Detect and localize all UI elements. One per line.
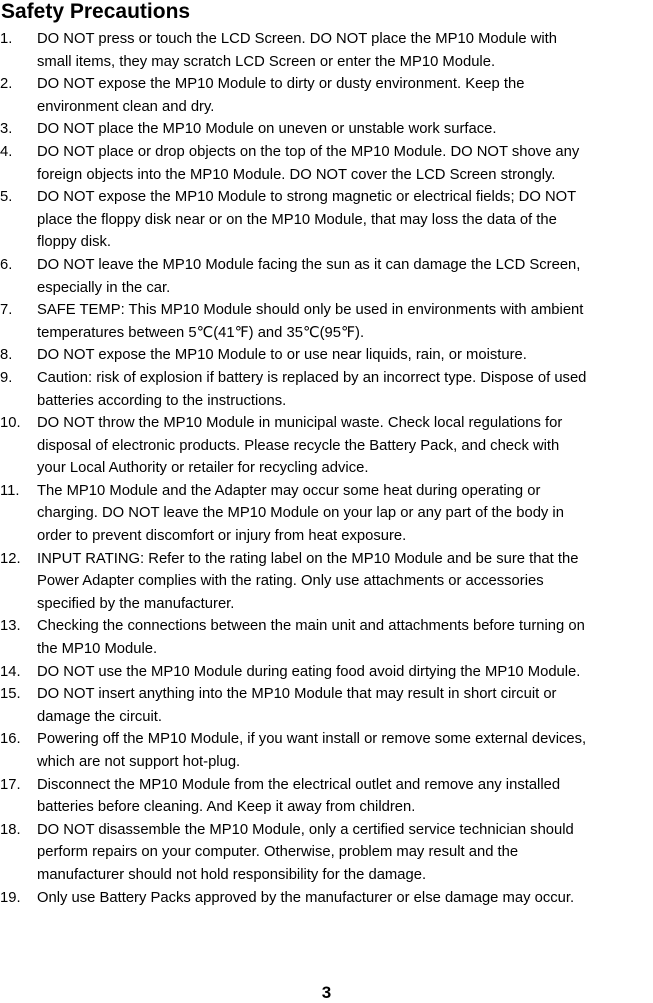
item-text-line: which are not support hot-plug. (37, 754, 241, 770)
item-text-line: DO NOT expose the MP10 Module to or use near liquids, rain, or moisture. (37, 347, 527, 364)
page-title: Safety Precautions (1, 0, 191, 23)
item-text-line: DO NOT disassemble the MP10 Module, only a certified service technician should (37, 821, 574, 838)
item-number: 1. (0, 31, 13, 47)
item-text-line: SAFE TEMP: This MP10 Module should only be used in environments with ambient (37, 302, 584, 319)
item-number: 17. (0, 776, 21, 793)
item-text-line: DO NOT use the MP10 Module during eating food avoid dirtying the MP10 Module. (37, 663, 581, 680)
item-number: 16. (0, 731, 21, 748)
item-text-line: floppy disk. (37, 234, 112, 251)
list-item (0, 141, 653, 186)
item-text-line: your Local Authority or retailer for recycling advice. (37, 460, 369, 477)
item-number: 14. (0, 663, 21, 680)
item-text-line: small items, they may scratch LCD Screen or enter the MP10 Module. (37, 53, 496, 70)
list-item (0, 774, 653, 819)
item-text-line: manufacturer should not hold responsibility for the damage. (37, 866, 427, 883)
list-item (0, 683, 653, 728)
item-number: 13. (0, 618, 21, 635)
item-text-line: temperatures between 5℃(41℉) and 35℃(95℉). (37, 324, 365, 341)
list-item (0, 344, 653, 367)
item-number: 5. (0, 189, 13, 206)
list-item (0, 728, 653, 773)
item-text-line: specified by the manufacturer. (37, 595, 235, 612)
item-text-line: environment clean and dry. (37, 98, 215, 115)
item-text-line: DO NOT throw the MP10 Module in municipal waste. Check local regulations for (37, 415, 563, 432)
item-text-line: Only use Battery Packs approved by the manufacturer or else damage may occur. (37, 889, 575, 906)
item-number: 9. (0, 369, 13, 386)
item-text-line: DO NOT expose the MP10 Module to dirty or dusty environment. Keep the (37, 76, 525, 93)
item-text-line: DO NOT place the MP10 Module on uneven or unstable work surface. (37, 121, 497, 138)
item-text-line: disposal of electronic products. Please recycle the Battery Pack, and check with (37, 437, 560, 454)
item-text-line: DO NOT place or drop objects on the top of the MP10 Module. DO NOT shove any (37, 143, 580, 160)
list-item (0, 254, 653, 299)
item-text-line: The MP10 Module and the Adapter may occur some heat during operating or (37, 482, 541, 499)
item-number: 10. (0, 415, 21, 432)
list-item (0, 819, 653, 887)
item-number: 18. (0, 821, 21, 838)
item-text-line: damage the circuit. (37, 708, 163, 725)
item-text-line: DO NOT insert anything into the MP10 Module that may result in short circuit or (37, 686, 557, 703)
page-number: 3 (321, 983, 332, 1002)
item-text-line: Powering off the MP10 Module, if you want install or remove some external devices, (37, 731, 587, 748)
list-item (0, 480, 653, 548)
list-item (0, 661, 653, 684)
item-text-line: INPUT RATING: Refer to the rating label on the MP10 Module and be sure that the (37, 550, 579, 567)
list-item (0, 367, 653, 412)
item-text-line: batteries according to the instructions. (37, 392, 287, 409)
list-item (0, 118, 653, 141)
list-item (0, 186, 653, 254)
item-text-line: Checking the connections between the main unit and attachments before turning on (37, 618, 585, 635)
item-number: 2. (0, 76, 13, 93)
list-item (0, 615, 653, 660)
item-text-line: order to prevent discomfort or injury from heat exposure. (37, 528, 407, 545)
list-item (0, 299, 653, 344)
item-number: 19. (0, 889, 21, 906)
item-text-line: batteries before cleaning. And Keep it away from children. (37, 799, 416, 816)
item-text-line: Caution: risk of explosion if battery is replaced by an incorrect type. Dispose of used (37, 369, 587, 386)
item-text-line: the MP10 Module. (37, 641, 158, 658)
item-text-line: DO NOT press or touch the LCD Screen. DO NOT place the MP10 Module with (37, 31, 558, 47)
item-text-line: perform repairs on your computer. Otherwise, problem may result and the (37, 844, 519, 861)
item-number: 3. (0, 121, 13, 138)
list-item (0, 28, 653, 73)
item-number: 8. (0, 347, 13, 364)
item-text-line: Power Adapter complies with the rating. Only use attachments or accessories (37, 573, 544, 590)
list-item (0, 548, 653, 616)
list-item (0, 73, 653, 118)
item-text-line: charging. DO NOT leave the MP10 Module on your lap or any part of the body in (37, 505, 564, 522)
item-number: 7. (0, 302, 13, 319)
list-item (0, 887, 653, 910)
item-number: 11. (0, 482, 20, 499)
item-number: 15. (0, 686, 21, 703)
item-text-line: especially in the car. (37, 279, 171, 296)
item-text-line: place the floppy disk near or on the MP10 Module, that may loss the data of the (37, 211, 557, 228)
item-text-line: foreign objects into the MP10 Module. DO NOT cover the LCD Screen strongly. (37, 166, 556, 183)
list-item (0, 412, 653, 480)
item-number: 6. (0, 256, 13, 273)
safety-precautions-list (0, 28, 653, 909)
item-text-line: DO NOT leave the MP10 Module facing the sun as it can damage the LCD Screen, (37, 256, 581, 273)
item-number: 12. (0, 550, 21, 567)
item-text-line: DO NOT expose the MP10 Module to strong magnetic or electrical fields; DO NOT (37, 189, 577, 206)
item-text-line: Disconnect the MP10 Module from the electrical outlet and remove any installed (37, 776, 561, 793)
item-number: 4. (0, 143, 13, 160)
